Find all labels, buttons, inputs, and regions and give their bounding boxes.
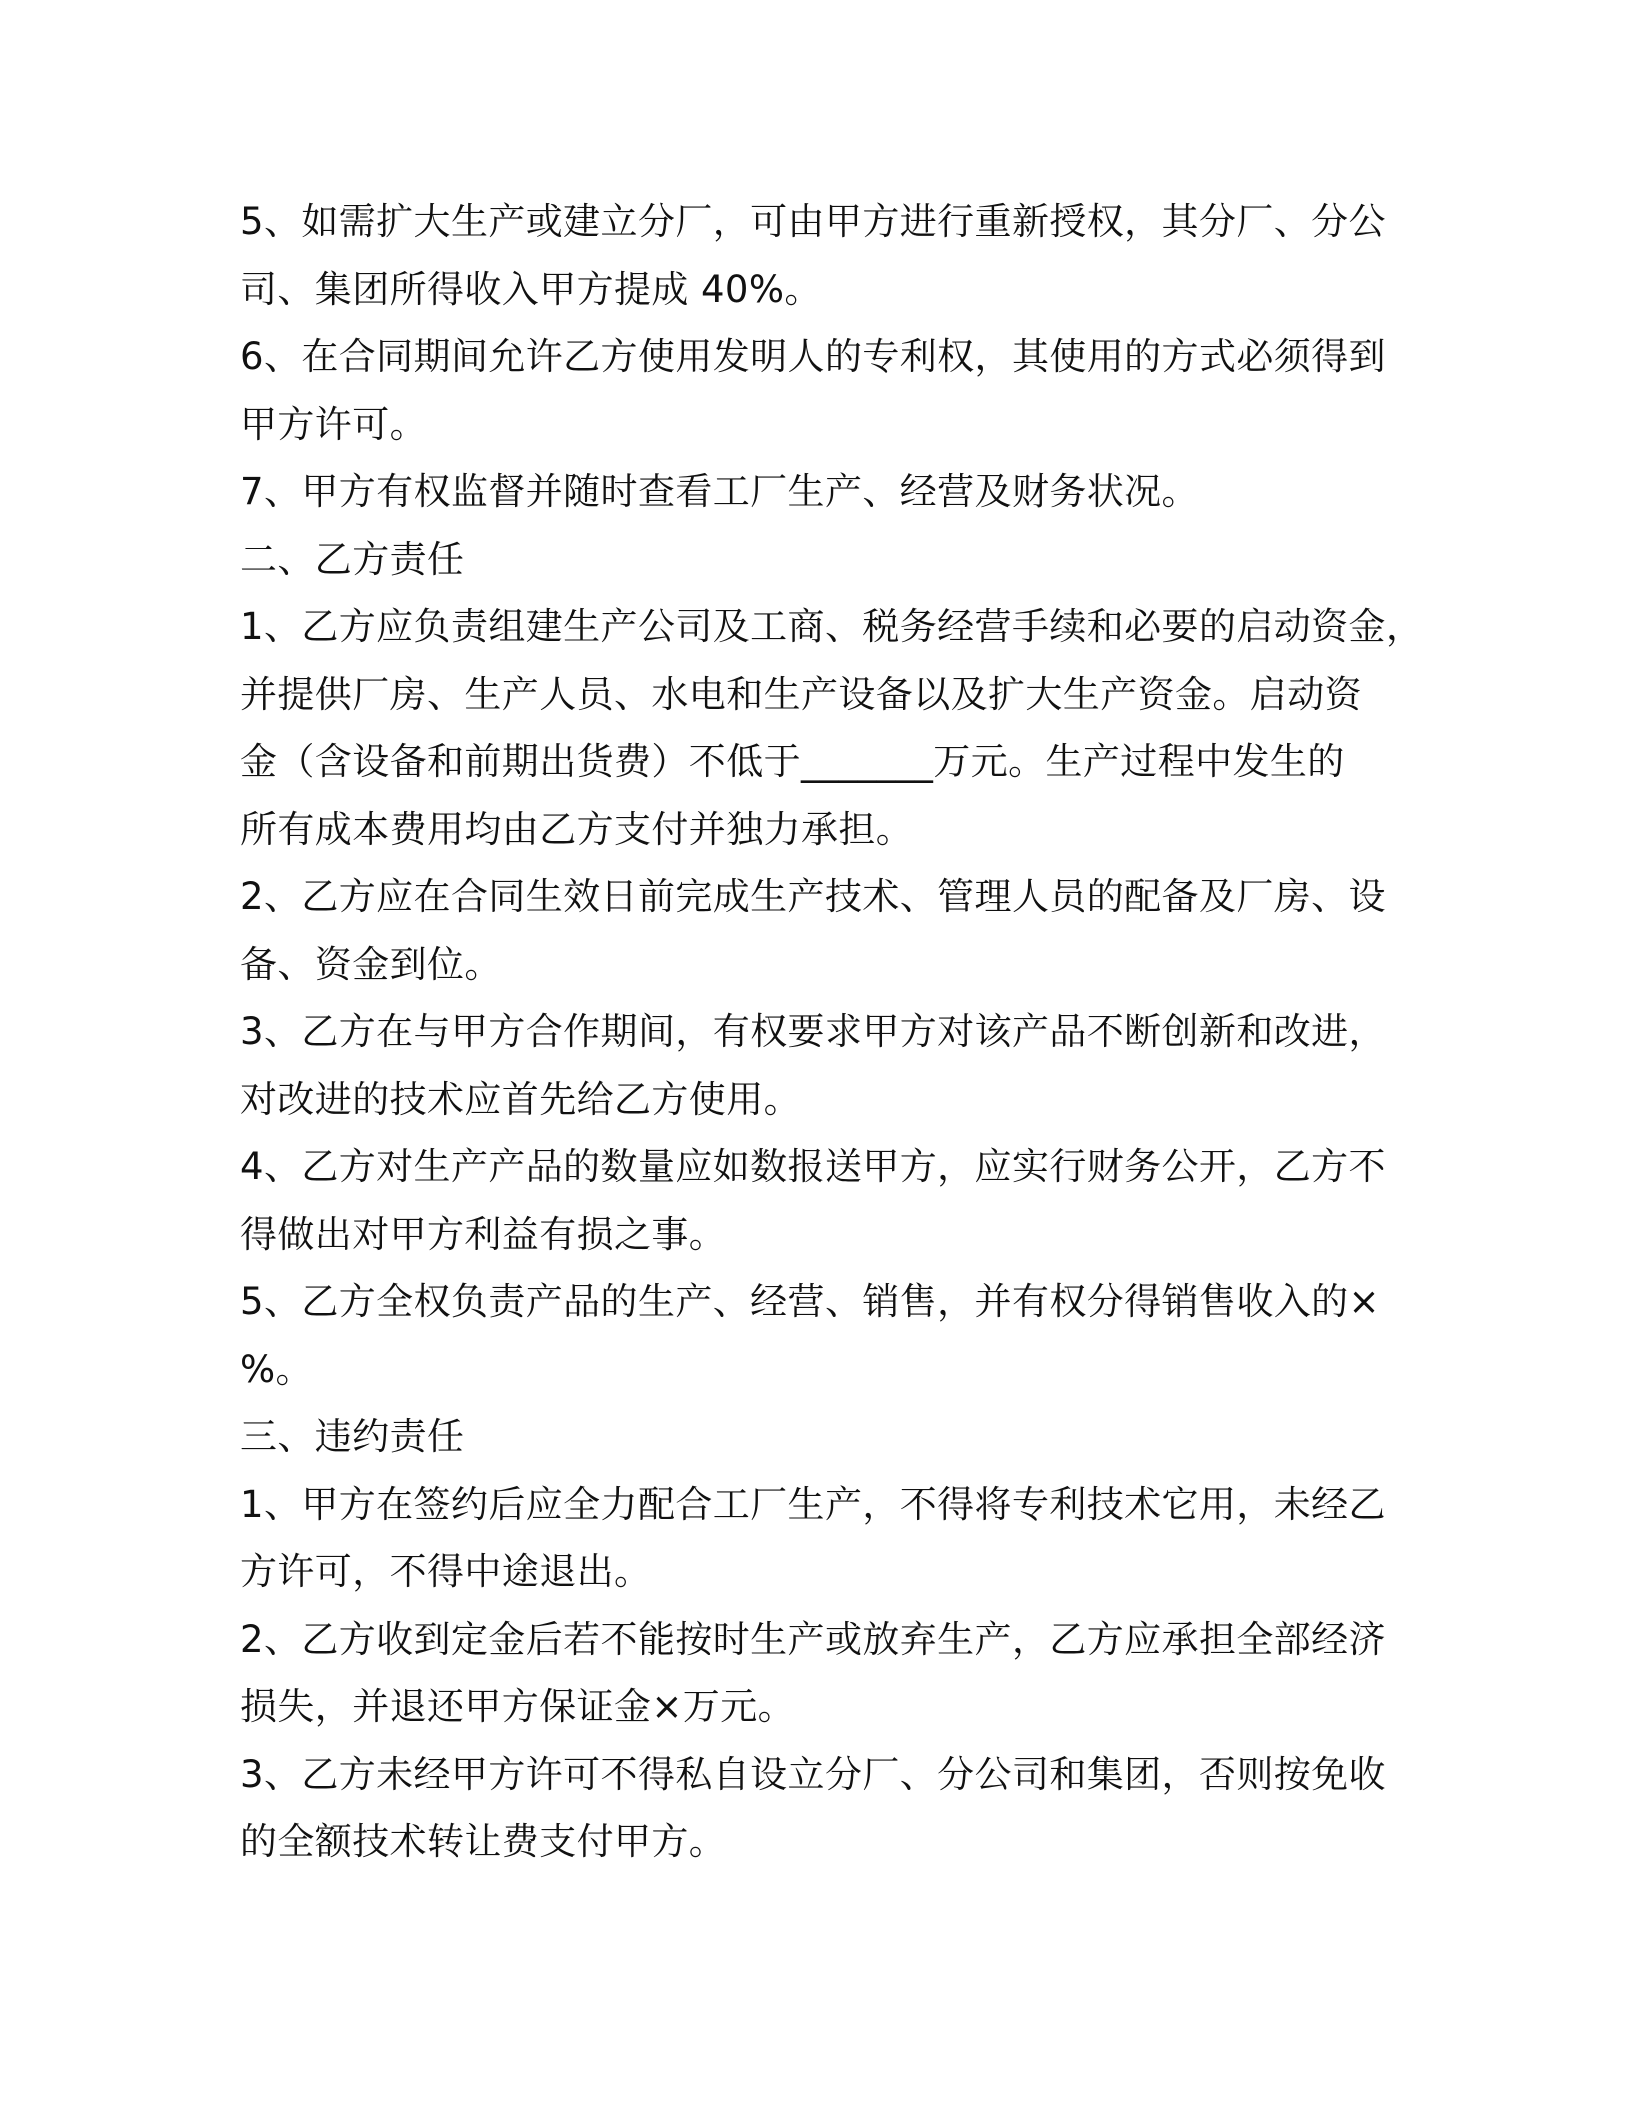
text-line: 7、甲方有权监督并随时查看工厂生产、经营及财务状况。 bbox=[240, 470, 1199, 513]
text-line: %。 bbox=[240, 1347, 313, 1391]
text-line: 5、乙方全权负责产品的生产、经营、销售，并有权分得销售收入的× bbox=[240, 1280, 1380, 1323]
document-body bbox=[240, 188, 1424, 1876]
text-line: 3、乙方在与甲方合作期间，有权要求甲方对该产品不断创新和改进， bbox=[240, 1010, 1386, 1053]
text-line: 2、乙方应在合同生效日前完成生产技术、管理人员的配备及厂房、设 bbox=[240, 875, 1386, 918]
text-line: 1、乙方应负责组建生产公司及工商、税务经营手续和必要的启动资金， bbox=[240, 605, 1424, 648]
text-line: 司、集团所得收入甲方提成 40%。 bbox=[240, 267, 822, 311]
section-heading: 三、违约责任 bbox=[240, 1415, 465, 1458]
text-line: 金（含设备和前期出货费）不低于_______万元。生产过程中发生的 bbox=[240, 740, 1345, 783]
text-line: 4、乙方对生产产品的数量应如数报送甲方，应实行财务公开，乙方不 bbox=[240, 1145, 1386, 1188]
text-line: 的全额技术转让费支付甲方。 bbox=[240, 1820, 727, 1863]
text-line: 甲方许可。 bbox=[240, 402, 427, 446]
text-line: 5、如需扩大生产或建立分厂，可由甲方进行重新授权，其分厂、分公 bbox=[240, 200, 1386, 243]
text-line: 1、甲方在签约后应全力配合工厂生产，不得将专利技术它用，未经乙 bbox=[240, 1482, 1386, 1526]
text-line: 备、资金到位。 bbox=[240, 942, 502, 986]
text-line: 对改进的技术应首先给乙方使用。 bbox=[240, 1077, 801, 1121]
text-line: 并提供厂房、生产人员、水电和生产设备以及扩大生产资金。启动资 bbox=[240, 672, 1362, 716]
text-line: 2、乙方收到定金后若不能按时生产或放弃生产，乙方应承担全部经济 bbox=[240, 1617, 1386, 1661]
text-line: 6、在合同期间允许乙方使用发明人的专利权，其使用的方式必须得到 bbox=[240, 335, 1386, 378]
text-line: 方许可，不得中途退出。 bbox=[240, 1550, 652, 1593]
text-line: 3、乙方未经甲方许可不得私自设立分厂、分公司和集团，否则按免收 bbox=[240, 1752, 1386, 1796]
text-line: 所有成本费用均由乙方支付并独力承担。 bbox=[240, 807, 914, 851]
section-heading: 二、乙方责任 bbox=[240, 537, 465, 581]
text-line: 得做出对甲方利益有损之事。 bbox=[240, 1212, 727, 1256]
text-line: 损失，并退还甲方保证金×万元。 bbox=[240, 1685, 796, 1728]
